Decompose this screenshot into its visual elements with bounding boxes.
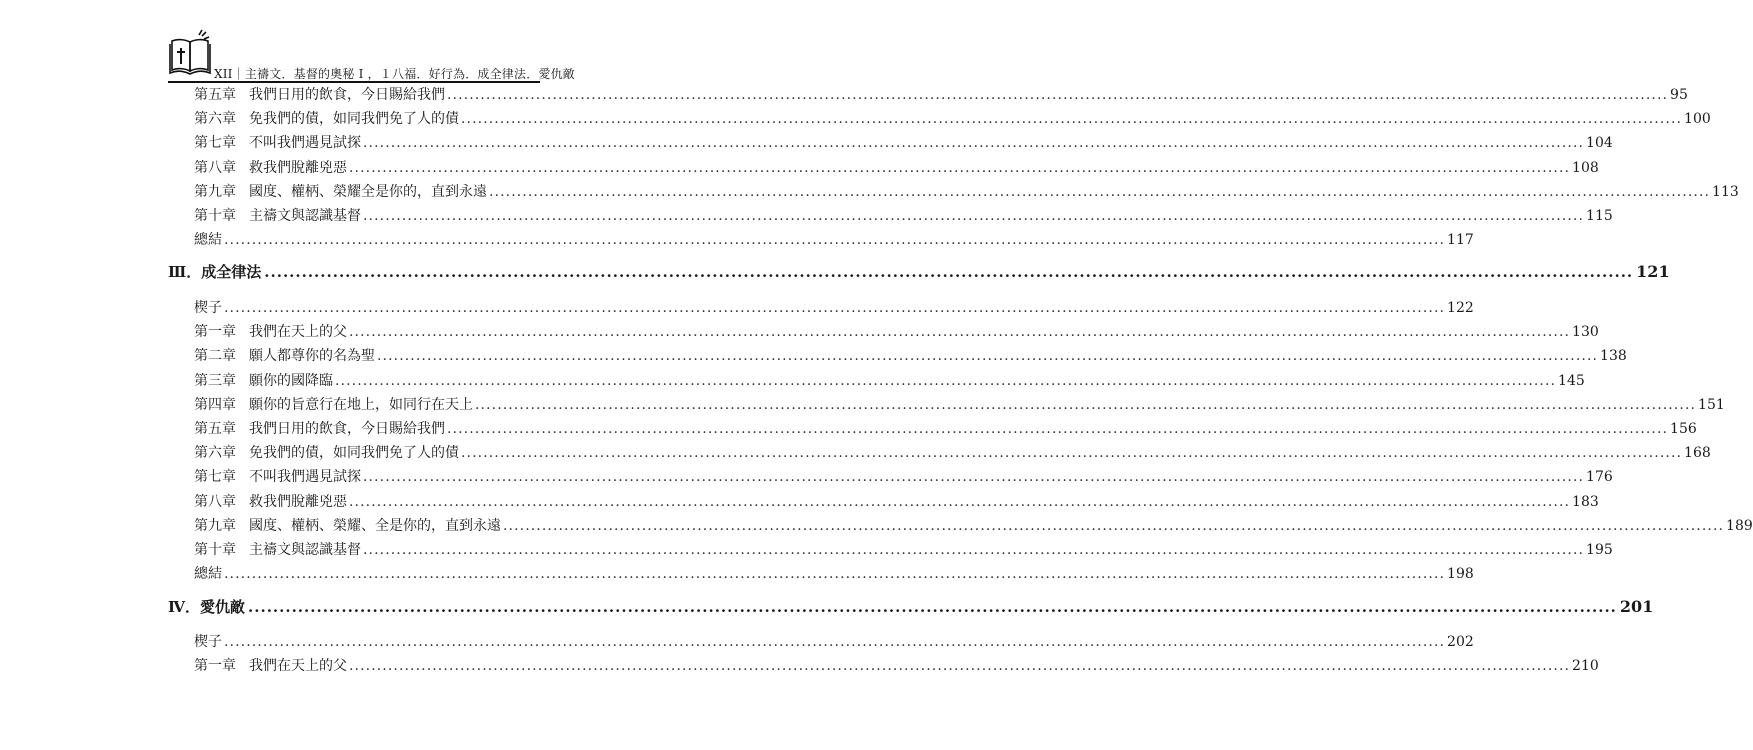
chapter-number: 第九章: [194, 183, 236, 200]
toc-entry: [194, 321, 1599, 343]
page-number: 189: [1726, 517, 1753, 534]
chapter-number: 第二章: [194, 348, 236, 365]
chapter-number: 第十章: [194, 208, 236, 224]
toc-entry: [194, 539, 1613, 561]
toc-entry: [194, 181, 1739, 203]
chapter-number: 第五章: [194, 87, 236, 103]
entry-title: 救我們脫離兇惡: [249, 159, 347, 176]
page-number: 195: [1586, 542, 1613, 558]
dot-leader: ............................................................................................................................................................................................................................: [224, 566, 1446, 583]
entry-title: 國度、權柄、榮耀、全是你的，直到永遠: [249, 517, 501, 534]
toc-entry: [194, 631, 1474, 653]
entry-title: 願你的國降臨: [249, 372, 333, 389]
entry-title: 我們日用的飲食，今日賜給我們: [249, 87, 445, 103]
page-number: 108: [1572, 159, 1599, 176]
dot-leader: ............................................................................................................................................................................................................................: [377, 348, 1599, 365]
toc-entry: [194, 655, 1599, 677]
entry-title: 國度、權柄、榮耀全是你的，直到永遠: [249, 183, 487, 200]
toc-entry: [194, 466, 1613, 488]
entry-title: 主禱文與認識基督: [249, 542, 361, 558]
page-number: 122: [1447, 300, 1474, 316]
dot-leader: ............................................................................................................................................................................................................................: [489, 183, 1711, 200]
toc-entry: [194, 563, 1474, 585]
section-heading: [168, 595, 1654, 619]
page-number: 113: [1712, 183, 1739, 200]
bible-book-icon: [168, 28, 212, 74]
chapter-number: 第五章: [194, 421, 236, 437]
header-divider: [168, 81, 540, 83]
dot-leader: ............................................................................................................................................................................................................................: [349, 159, 1571, 176]
page-number: 156: [1670, 421, 1697, 437]
page-number: 130: [1572, 324, 1599, 341]
toc-entry: [194, 84, 1688, 106]
dot-leader: ............................................................................................................................................................................................................................: [224, 634, 1446, 650]
running-header-text: XII｜主禱文．基督的奧秘 I ，１八福．好行為．成全律法．愛仇敵: [214, 67, 575, 81]
chapter-number: 第十章: [194, 542, 236, 558]
page-number: 168: [1684, 445, 1711, 462]
page-number: 117: [1447, 232, 1474, 249]
section-title: Ⅲ．成全律法: [168, 263, 262, 281]
toc-entry: [194, 157, 1599, 179]
page-number: 95: [1670, 87, 1688, 103]
page-number: 198: [1447, 566, 1474, 583]
dot-leader: ............................................................................................................................................................................................................................: [363, 542, 1585, 558]
page-number: 138: [1600, 348, 1627, 365]
page-number: 104: [1586, 135, 1613, 152]
page-number: 201: [1619, 597, 1654, 616]
entry-title: 免我們的債，如同我們免了人的債: [249, 111, 459, 128]
page-number: 183: [1572, 493, 1599, 510]
entry-title: 主禱文與認識基督: [249, 208, 361, 224]
entry-title: 願人都尊你的名為聖: [249, 348, 375, 365]
page-number: 202: [1447, 634, 1474, 650]
toc-entry: [194, 205, 1613, 227]
toc-entry: [194, 345, 1627, 367]
chapter-number: 第八章: [194, 493, 236, 510]
entry-title: 救我們脫離兇惡: [249, 493, 347, 510]
dot-leader: ............................................................................................................................................................................................................................: [349, 658, 1571, 675]
chapter-number: 第九章: [194, 517, 236, 534]
toc-entry: [194, 515, 1753, 537]
dot-leader: ............................................................................................................................................................................................................................: [248, 598, 1617, 616]
page-number: 151: [1698, 396, 1725, 413]
dot-leader: ............................................................................................................................................................................................................................: [224, 300, 1446, 316]
toc-entry: [194, 418, 1697, 440]
chapter-number: 第七章: [194, 469, 236, 486]
dot-leader: ............................................................................................................................................................................................................................: [349, 324, 1571, 341]
toc-entry: [194, 394, 1725, 416]
toc-entry: [194, 132, 1613, 154]
page-number: 176: [1586, 469, 1613, 486]
page-number: 145: [1558, 372, 1585, 389]
toc-entry: [194, 229, 1474, 251]
page-number: 121: [1636, 262, 1670, 281]
entry-title: 楔子: [194, 300, 222, 316]
toc-entry: [194, 370, 1585, 392]
running-header: [168, 28, 575, 84]
entry-title: 我們在天上的父: [249, 324, 347, 341]
dot-leader: ............................................................................................................................................................................................................................: [461, 445, 1683, 462]
chapter-number: 第四章: [194, 396, 236, 413]
toc-entry: [194, 108, 1711, 130]
dot-leader: ............................................................................................................................................................................................................................: [475, 396, 1697, 413]
dot-leader: ............................................................................................................................................................................................................................: [503, 517, 1725, 534]
dot-leader: ............................................................................................................................................................................................................................: [335, 372, 1557, 389]
entry-title: 不叫我們遇見試探: [249, 469, 361, 486]
section-title: Ⅳ．愛仇敵: [168, 598, 246, 616]
chapter-number: 第一章: [194, 658, 236, 675]
toc-entry: [194, 491, 1599, 513]
toc-entry: [194, 297, 1474, 319]
dot-leader: ............................................................................................................................................................................................................................: [349, 493, 1571, 510]
page-number: 115: [1586, 208, 1613, 224]
entry-title: 我們日用的飲食，今日賜給我們: [249, 421, 445, 437]
chapter-number: 第八章: [194, 159, 236, 176]
dot-leader: ............................................................................................................................................................................................................................: [363, 469, 1585, 486]
dot-leader: ............................................................................................................................................................................................................................: [447, 421, 1669, 437]
chapter-number: 第六章: [194, 111, 236, 128]
entry-title: 總結: [194, 232, 222, 249]
page-number: 210: [1572, 658, 1599, 675]
chapter-number: 第六章: [194, 445, 236, 462]
dot-leader: ............................................................................................................................................................................................................................: [363, 208, 1585, 224]
chapter-number: 第七章: [194, 135, 236, 152]
entry-title: 楔子: [194, 634, 222, 650]
section-heading: [168, 260, 1670, 284]
entry-title: 免我們的債，如同我們免了人的債: [249, 445, 459, 462]
dot-leader: ............................................................................................................................................................................................................................: [363, 135, 1585, 152]
chapter-number: 第一章: [194, 324, 236, 341]
dot-leader: ............................................................................................................................................................................................................................: [461, 111, 1683, 128]
chapter-number: 第三章: [194, 372, 236, 389]
dot-leader: ............................................................................................................................................................................................................................: [447, 87, 1669, 103]
entry-title: 不叫我們遇見試探: [249, 135, 361, 152]
entry-title: 總結: [194, 566, 222, 583]
dot-leader: ............................................................................................................................................................................................................................: [264, 263, 1634, 281]
dot-leader: ............................................................................................................................................................................................................................: [224, 232, 1446, 249]
entry-title: 我們在天上的父: [249, 658, 347, 675]
entry-title: 願你的旨意行在地上，如同行在天上: [249, 396, 473, 413]
toc-entry: [194, 442, 1711, 464]
page-number: 100: [1684, 111, 1711, 128]
